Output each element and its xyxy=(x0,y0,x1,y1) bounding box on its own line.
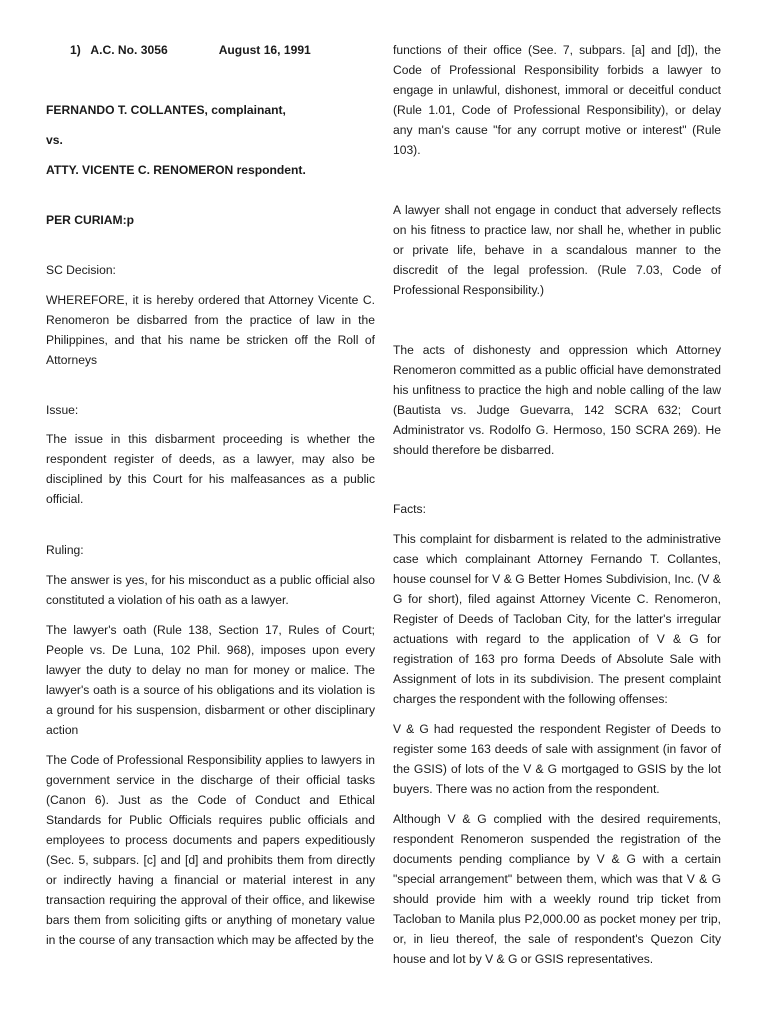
versus-line: vs. xyxy=(46,133,63,147)
facts-paragraph-2: V & G had requested the respondent Register of Deeds to register some 163 deeds of sale with assignment (in favor of the GSIS) of lots of the V & G mortgaged to GSIS by the lot buyers. There was no action from the respondent. xyxy=(393,722,721,796)
ruling-paragraph-3: The Code of Professional Responsibility applies to lawyers in government service in the discharge of their official tasks (Canon 6). Just as the Code of Conduct and Ethical Standards for Public Officials requires public officials and employees to process documents and papers expeditiously (Sec. 5, subpars. [c] and [d] and prohibits them from directly or indirectly having a financial or material interest in any transaction requiring the approval of their office, and likewise bars them from soliciting gifts or anything of monetary value in the course of any transaction which may be affected by the xyxy=(46,753,375,947)
dishonesty-paragraph: The acts of dishonesty and oppression which Attorney Renomeron committed as a public official have demonstrated his unfitness to practice the high and noble calling of the law (Bautista vs. Judge Guevarra, 142 SCRA 632; Court Administrator vs. Rodolfo G. Hermoso, 150 SCRA 269). He should therefore be disbarred. xyxy=(393,343,721,457)
case-date: August 16, 1991 xyxy=(218,43,311,57)
left-column xyxy=(46,40,375,950)
complainant-line: FERNANDO T. COLLANTES, complainant, xyxy=(46,103,286,117)
ruling-heading: Ruling: xyxy=(46,543,84,557)
ruling-paragraph-2: The lawyer's oath (Rule 138, Section 17, Rules of Court; People vs. De Luna, 102 Phil. 968), imposes upon every lawyer the duty to delay no man for money or malice. The lawyer's oath is a source of his obligations and its violation is a ground for his suspension, disbarment or other disciplinary action xyxy=(46,623,375,737)
sc-decision-heading: SC Decision: xyxy=(46,263,116,277)
right-column xyxy=(393,40,721,969)
ruling-paragraph-1: The answer is yes, for his misconduct as a public official also constituted a violation of his oath as a lawyer. xyxy=(46,573,375,607)
issue-paragraph: The issue in this disbarment proceeding is whether the respondent register of deeds, as a lawyer, may also be disciplined by this Court for his malfeasances as a public official. xyxy=(46,432,375,506)
facts-paragraph-3: Although V & G complied with the desired requirements, respondent Renomeron suspended the registration of the documents pending compliance by V & G with a certain "special arrangement" between them, which was that V & G should provide him with a weekly round trip ticket from Tacloban to Manila plus P2,000.00 as pocket money per trip, or, in lieu thereof, the sale of respondent's Quezon City house and lot by V & G or GSIS representatives. xyxy=(393,812,721,966)
case-header xyxy=(46,40,375,60)
issue-heading: Issue: xyxy=(46,403,79,417)
respondent-line: ATTY. VICENTE C. RENOMERON respondent. xyxy=(46,163,306,177)
wherefore-paragraph: WHEREFORE, it is hereby ordered that Attorney Vicente C. Renomeron be disbarred from the practice of law in the Philippines, and that his name be stricken off the Roll of Attorneys xyxy=(46,293,375,367)
rule-703-paragraph: A lawyer shall not engage in conduct that adversely reflects on his fitness to practice law, nor shall he, whether in public or private life, behave in a scandalous manner to the discredit of the legal profession. (Rule 7.03, Code of Professional Responsibility.) xyxy=(393,203,721,297)
facts-paragraph-1: This complaint for disbarment is related to the administrative case which complainant Attorney Fernando T. Collantes, house counsel for V & G Better Homes Subdivision, Inc. (V & G for short), filed against Attorney Vicente C. Renomeron, Register of Deeds of Tacloban City, for the latter's irregular actuations with regard to the application of V & G for registration of 163 pro forma Deeds of Absolute Sale with Assignment of lots in its subdivision. The present complaint charges the respondent with the following offenses: xyxy=(393,532,721,706)
facts-heading: Facts: xyxy=(393,502,426,516)
continuation-paragraph: functions of their office (See. 7, subpars. [a] and [d]), the Code of Professional Responsibility forbids a lawyer to engage in unlawful, dishonest, immoral or deceitful conduct (Rule 1.01, Code of Professional Responsibility), or delay any man's cause "for any corrupt motive or interest" (Rule 103). xyxy=(393,43,721,157)
per-curiam-line: PER CURIAM:p xyxy=(46,213,135,227)
case-number: 1) A.C. No. 3056 xyxy=(70,43,168,57)
